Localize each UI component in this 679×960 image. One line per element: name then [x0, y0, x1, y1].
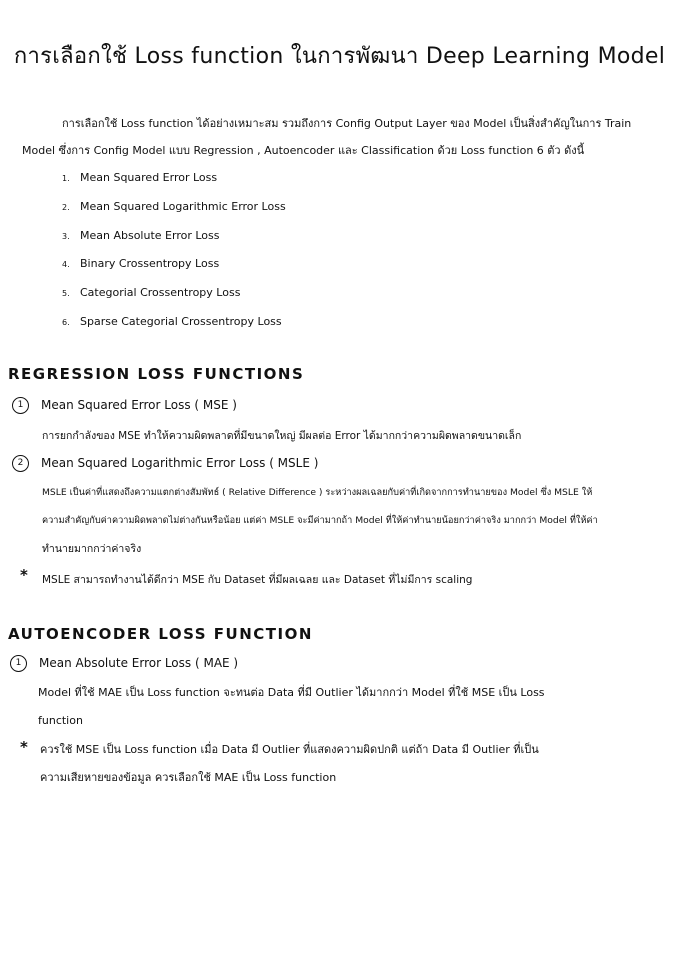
msle-note: MSLE สามารถทำงานได้ดีกว่า MSE กับ Dataset ที่มีผลเฉลย และ Dataset ที่ไม่มีการ scaling: [42, 574, 473, 586]
list-item: [62, 312, 286, 341]
list-item: [62, 254, 286, 283]
list-item: [62, 283, 286, 312]
list-number: 3.: [62, 231, 70, 241]
item-label: Mean Squared Logarithmic Error Loss ( MSLE ): [41, 456, 319, 470]
list-number: 1.: [62, 174, 70, 183]
star-marker: *: [20, 566, 28, 584]
list-item: [62, 168, 286, 197]
list-item: [62, 226, 286, 255]
msle-desc-line-1: MSLE เป็นค่าที่แสดงถึงความแตกต่างสัมพัทธ์ ( Relative Difference ) ระหว่างผลเฉลยกับค่าที่เกิดจากการทำนายของ Model ซึ่ง MSLE ให้: [42, 487, 593, 498]
intro-line-1: การเลือกใช้ Loss function ได้อย่างเหมาะสม รวมถึงการ Config Output Layer ของ Model เป็นสิ่งสำคัญในการ Train: [62, 117, 632, 130]
intro-paragraph: [22, 110, 662, 164]
list-item: [62, 197, 286, 226]
page-title: การเลือกใช้ Loss function ในการพัฒนา Deep Learning Model: [13, 44, 666, 69]
list-number: 6.: [62, 317, 70, 327]
msle-desc-line-2: ความสำคัญกับค่าความผิดพลาดไม่ต่างกันหรือน้อย แต่ค่า MSLE จะมีค่ามากถ้า Model ที่ให้ค่าทำนายน้อยกว่าค่าจริง มากกว่า Model ที่ให้ค่า: [42, 515, 598, 526]
list-label: Mean Squared Error Loss: [80, 171, 218, 184]
list-number: 4.: [62, 260, 70, 270]
list-number: 5.: [62, 289, 70, 299]
circled-number: 1: [10, 655, 27, 672]
list-label: Mean Absolute Error Loss: [80, 228, 220, 242]
note-line-2: ความเสียหายของข้อมูล ควรเลือกใช้ MAE เป็น Loss function: [40, 771, 337, 784]
list-label: Categorial Crossentropy Loss: [80, 286, 241, 300]
autoencoder-note: [40, 736, 660, 792]
regression-item-mse: [12, 397, 237, 414]
loss-function-list: [62, 168, 286, 341]
regression-item-msle: [12, 455, 318, 472]
autoencoder-item-mae: [10, 655, 238, 672]
mse-description: การยกกำลังของ MSE ทำให้ความผิดพลาดที่มีขนาดใหญ่ มีผลต่อ Error ได้มากกว่าความผิดพลาดขนาดเล็ก: [42, 430, 522, 442]
mae-desc-line-1: Model ที่ใช้ MAE เป็น Loss function จะทนต่อ Data ที่มี Outlier ได้มากกว่า Model ที่ใช้ MSE เป็น Loss: [38, 686, 545, 699]
list-label: Mean Squared Logarithmic Error Loss: [80, 199, 286, 213]
mae-desc-line-2: function: [38, 714, 83, 727]
circled-number: 1: [12, 397, 29, 414]
star-marker: *: [20, 738, 28, 756]
regression-heading: REGRESSION LOSS FUNCTIONS: [8, 365, 305, 383]
msle-description: [42, 479, 672, 563]
circled-number: 2: [12, 455, 29, 472]
list-number: 2.: [62, 202, 70, 212]
autoencoder-heading: AUTOENCODER LOSS FUNCTION: [8, 625, 313, 643]
list-label: Sparse Categorial Crossentropy Loss: [80, 314, 282, 328]
list-label: Binary Crossentropy Loss: [80, 257, 220, 271]
item-label: Mean Squared Error Loss ( MSE ): [41, 398, 237, 412]
msle-desc-line-3: ทำนายมากกว่าค่าจริง: [42, 543, 142, 555]
mae-description: [38, 679, 658, 735]
intro-line-2: Model ซึ่งการ Config Model แบบ Regression , Autoencoder และ Classification ด้วย Loss function 6 ตัว ดังนี้: [22, 144, 585, 157]
note-line-1: ควรใช้ MSE เป็น Loss function เมื่อ Data มี Outlier ที่แสดงความผิดปกติ แต่ถ้า Data มี Outlier ที่เป็น: [40, 743, 539, 756]
item-label: Mean Absolute Error Loss ( MAE ): [39, 656, 239, 670]
